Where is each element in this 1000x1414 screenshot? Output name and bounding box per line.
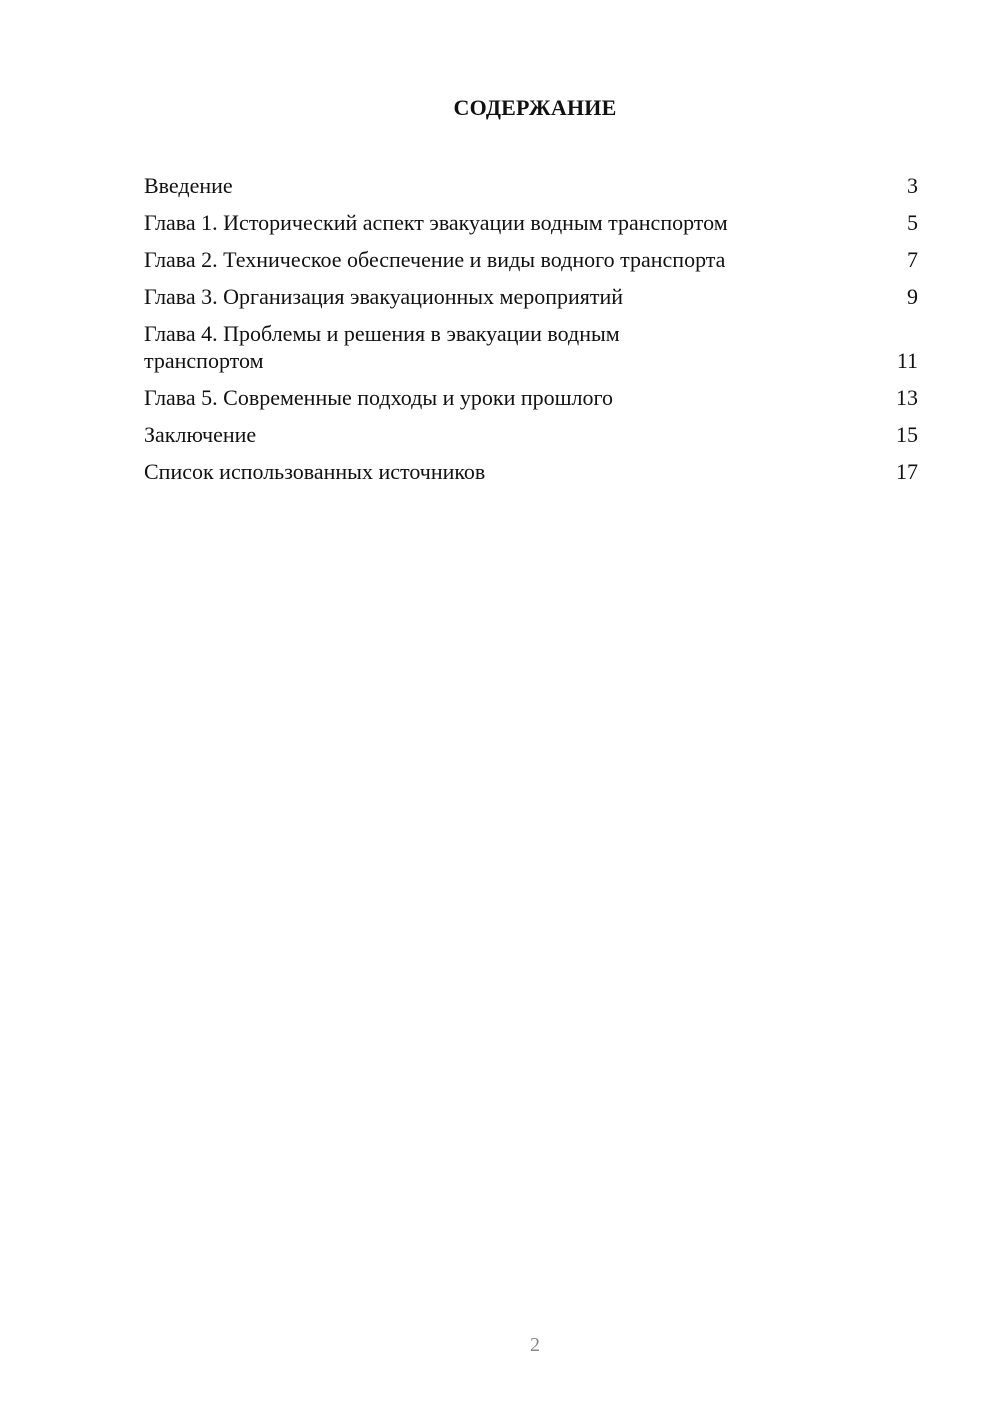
- toc-entry-label: Глава 5. Современные подходы и уроки прошлого: [144, 385, 614, 410]
- toc-entry-page: 7: [907, 247, 918, 272]
- toc-entry-label: Список использованных источников: [144, 459, 486, 484]
- toc-entry-chapter-5: [144, 384, 918, 411]
- toc-entry-chapter-1: [144, 209, 918, 236]
- toc-entry-page: 9: [907, 284, 918, 309]
- toc-entry-label: Заключение: [144, 422, 257, 447]
- toc-entry-chapter-4: [144, 320, 918, 374]
- toc-entry-page: 5: [907, 210, 918, 235]
- toc-entry-chapter-3: [144, 283, 918, 310]
- toc-entry-introduction: [144, 172, 918, 199]
- table-of-contents: [144, 172, 918, 495]
- page-number: 2: [530, 1334, 540, 1356]
- page-title: СОДЕРЖАНИЕ: [453, 95, 617, 120]
- toc-entry-label: Глава 2. Техническое обеспечение и виды водного транспорта: [144, 247, 726, 272]
- toc-entry-conclusion: [144, 421, 918, 448]
- toc-entry-page: 15: [896, 422, 918, 447]
- toc-entry-page: 17: [896, 459, 918, 484]
- toc-entry-references: [144, 458, 918, 485]
- toc-entry-label: Глава 1. Исторический аспект эвакуации водным транспортом: [144, 210, 728, 235]
- toc-entry-page: 11: [896, 348, 918, 373]
- toc-entry-label: Введение: [144, 173, 233, 198]
- toc-entry-chapter-2: [144, 246, 918, 273]
- toc-entry-label: Глава 3. Организация эвакуационных мероприятий: [144, 284, 624, 309]
- toc-entry-label: Глава 4. Проблемы и решения в эвакуации водным транспортом: [144, 321, 620, 373]
- toc-entry-page: 13: [896, 385, 918, 410]
- toc-entry-page: 3: [907, 173, 918, 198]
